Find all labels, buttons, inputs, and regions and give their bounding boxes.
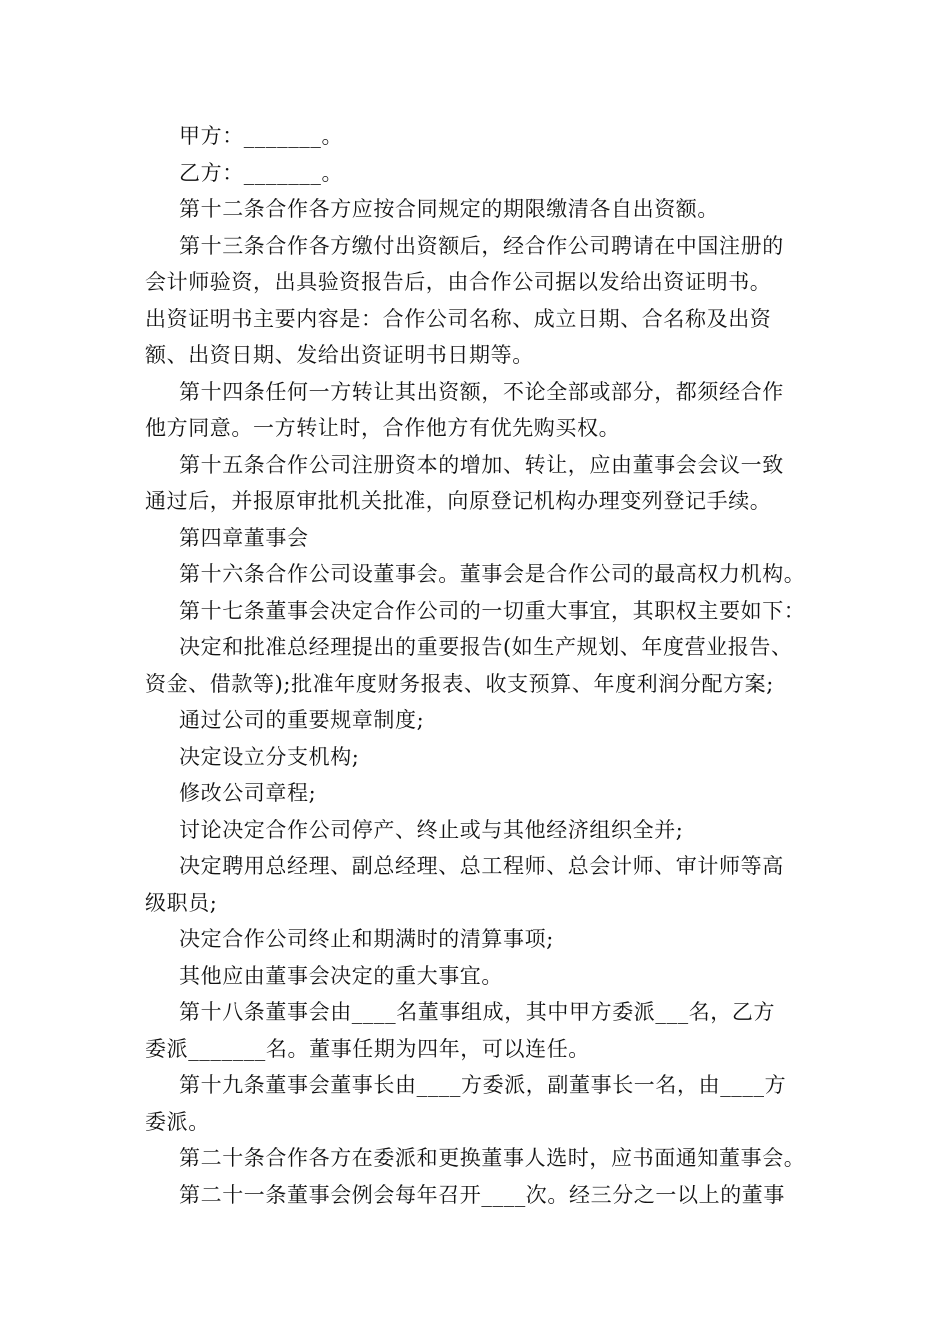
article-21-line-1: 第二十一条董事会例会每年召开____次。经三分之一以上的董事	[179, 1182, 785, 1207]
article-13-line-2: 会计师验资，出具验资报告后，由合作公司据以发给出资证明书。	[145, 270, 772, 294]
article-19-line-1: 第十九条董事会董事长由____方委派，副董事长一名，由____方	[179, 1073, 787, 1097]
article-16: 第十六条合作公司设董事会。董事会是合作公司的最高权力机构。	[179, 562, 806, 586]
article-15-line-2: 通过后，并报原审批机关批准，向原登记机构办理变列登记手续。	[145, 489, 772, 513]
article-12: 第十二条合作各方应按合同规定的期限缴清各自出资额。	[179, 197, 719, 221]
article-17-item-6-line-2: 级职员;	[145, 890, 218, 915]
document-body	[145, 118, 825, 1213]
party-b-line: 乙方：_______。	[179, 160, 344, 185]
article-17-item-7: 决定合作公司终止和期满时的清算事项;	[179, 927, 554, 951]
chapter-4-heading: 第四章董事会	[179, 525, 309, 550]
article-14-line-1: 第十四条任何一方转让其出资额，不论全部或部分，都须经合作	[179, 379, 784, 404]
article-19-line-2: 委派。	[145, 1109, 210, 1134]
article-13-line-1: 第十三条合作各方缴付出资额后，经合作公司聘请在中国注册的	[179, 233, 784, 258]
article-17-item-3: 决定设立分支机构;	[179, 744, 360, 769]
article-15-line-1: 第十五条合作公司注册资本的增加、转让，应由董事会会议一致	[179, 452, 784, 477]
article-17-item-5: 讨论决定合作公司停产、终止或与其他经济组织全并;	[179, 817, 684, 842]
article-17-item-4: 修改公司章程;	[179, 781, 317, 805]
article-17-item-1-line-2: 资金、借款等);批准年度财务报表、收支预算、年度利润分配方案;	[145, 671, 774, 696]
party-a-line: 甲方：_______。	[179, 124, 344, 148]
article-18-line-1: 第十八条董事会由____名董事组成，其中甲方委派___名，乙方	[179, 1000, 776, 1024]
article-17-item-1-line-1: 决定和批准总经理提出的重要报告(如生产规划、年度营业报告、	[179, 635, 793, 659]
article-20: 第二十条合作各方在委派和更换董事人选时，应书面通知董事会。	[179, 1146, 806, 1170]
article-17: 第十七条董事会决定合作公司的一切重大事宜，其职权主要如下：	[179, 598, 806, 623]
article-13-line-4: 额、出资日期、发给出资证明书日期等。	[145, 343, 534, 367]
article-14-line-2: 他方同意。一方转让时，合作他方有优先购买权。	[145, 416, 621, 440]
article-13-line-3: 出资证明书主要内容是：合作公司名称、成立日期、合名称及出资	[145, 306, 772, 331]
article-18-line-2: 委派_______名。董事任期为四年，可以连任。	[145, 1036, 590, 1061]
article-17-item-8: 其他应由董事会决定的重大事宜。	[179, 963, 503, 988]
article-17-item-6-line-1: 决定聘用总经理、副总经理、总工程师、总会计师、审计师等高	[179, 854, 784, 878]
article-17-item-2: 通过公司的重要规章制度;	[179, 708, 425, 732]
